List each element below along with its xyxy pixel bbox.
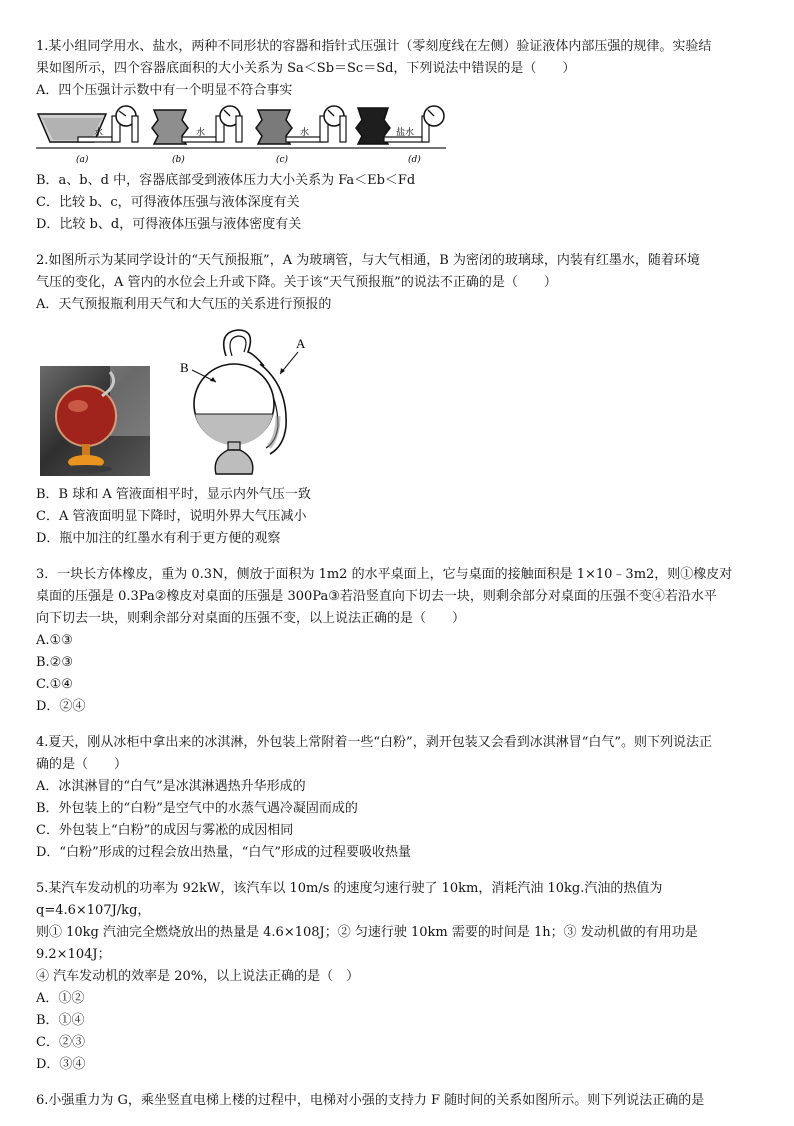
label-a: A [296,336,306,351]
fig-label-water-b: 水 [196,128,206,138]
fig-label-d: (d) [408,155,421,165]
question-5-stem-line-1: 5.某汽车发动机的功率为 92kW，该汽车以 10m/s 的速度匀速行驶了 10km，消耗汽油 10kg.汽油的热值为 q=4.6×107J/kg， [36,881,663,918]
question-2-option-b: B．B 球和 A 管液面相平时，显示内外气压一致 [36,487,311,502]
question-5-option-b: B．①④ [36,1013,85,1028]
question-2 [36,250,760,550]
question-3-stem-line-2: 桌面的压强是 0.3Pa②橡皮对桌面的压强是 300Pa③若沿竖直向下切去一块，则剩余部分对桌面的压强不变④若沿水平 [36,589,717,604]
question-3 [36,564,760,718]
exam-page [36,36,760,1126]
question-5-stem-line-3: ④ 汽车发动机的效率是 20%，以上说法正确的是（ ） [36,969,360,984]
weather-bottle-diagram [176,326,336,476]
question-4-option-a: A．冰淇淋冒的“白气”是冰淇淋遇热升华形成的 [36,779,306,794]
question-5 [36,878,760,1076]
question-5-option-a: A．①② [36,991,85,1006]
question-4 [36,732,760,864]
question-1 [36,36,760,236]
question-1-option-d: D．比较 b、d，可得液体压强与液体密度有关 [36,217,302,232]
question-2-stem-line-1: 2.如图所示为某同学设计的“天气预报瓶”，A 为玻璃管，与大气相通，B 为密闭的玻璃球，内装有红墨水，随着环境 [36,253,700,268]
fig-label-c: (c) [276,155,289,165]
question-2-option-c: C．A 管液面明显下降时，说明外界大气压减小 [36,509,307,524]
weather-bottle-photo [40,366,150,476]
question-1-stem-line-2: 果如图所示，四个容器底面积的大小关系为 Sa＜Sb＝Sc＝Sd，下列说法中错误的是（ ） [36,61,576,76]
question-6-stem-line-1: 6.小强重力为 G，乘坐竖直电梯上楼的过程中，电梯对小强的支持力 F 随时间的关系如图所示。则下列说法正确的是 [36,1093,705,1108]
question-2-option-d: D．瓶中加注的红墨水有利于更方便的观察 [36,531,281,546]
fig-label-water-c: 水 [300,128,310,138]
question-1-option-c: C．比较 b、c，可得液体压强与液体深度有关 [36,195,300,210]
question-3-option-d: D．②④ [36,699,86,714]
fig-label-a: (a) [76,155,89,165]
fig-label-brine-d: 盐水 [396,128,415,138]
question-4-stem-line-1: 4.夏天，刚从冰柜中拿出来的冰淇淋，外包装上常附着一些“白粉”，剥开包装又会看到冰淇淋冒“白气”。则下列说法正 [36,735,712,750]
fig-label-water-a: 水 [94,128,104,138]
question-5-option-d: D．③④ [36,1057,86,1072]
container-d [356,106,444,165]
question-1-option-a: A．四个压强计示数中有一个明显不符合事实 [36,83,293,98]
question-2-stem-line-2: 气压的变化，A 管内的水位会上升或下降。关于该“天气预报瓶”的说法不正确的是（ ） [36,275,557,290]
question-5-option-c: C．②③ [36,1035,85,1050]
question-3-stem-line-1: 3．一块长方体橡皮，重为 0.3N，侧放于面积为 1m2 的水平桌面上，它与桌面的接触面积是 1×10﹣3m2，则①橡皮对 [36,567,733,582]
question-4-option-d: D．“白粉”形成的过程会放出热量，“白气”形成的过程要吸收热量 [36,845,412,860]
question-6 [36,1090,760,1112]
question-4-stem-line-2: 确的是（ ） [36,757,128,772]
question-3-option-b: B.②③ [36,655,73,670]
question-3-stem-line-3: 向下切去一块，则剩余部分对桌面的压强不变，以上说法正确的是（ ） [36,611,466,626]
question-3-option-c: C.①④ [36,677,73,692]
weather-bottle-figures [40,326,760,476]
question-5-stem-line-2: 则① 10kg 汽油完全燃烧放出的热量是 4.6×108J；② 匀速行驶 10km 需要的时间是 1h；③ 发动机做的有用功是 9.2×104J； [36,925,698,962]
pressure-gauge-figure [36,104,446,166]
fig-label-b: (b) [172,155,185,165]
question-3-option-a: A.①③ [36,633,73,648]
question-1-option-b: B．a、b、d 中，容器底部受到液体压力大小关系为 Fa＜Eb＜Fd [36,173,416,188]
question-4-option-b: B．外包装上的“白粉”是空气中的水蒸气遇冷凝固而成的 [36,801,358,816]
container-a [38,106,138,165]
label-b: B [180,360,189,375]
container-c [256,106,346,165]
question-2-option-a: A．天气预报瓶利用天气和大气压的关系进行预报的 [36,297,332,312]
question-1-stem-line-1: 1.某小组同学用水、盐水，两种不同形状的容器和指针式压强计（零刻度线在左侧）验证液体内部压强的规律。实验结 [36,39,712,54]
question-4-option-c: C．外包装上“白粉”的成因与雾凇的成因相同 [36,823,294,838]
container-b [152,106,242,165]
